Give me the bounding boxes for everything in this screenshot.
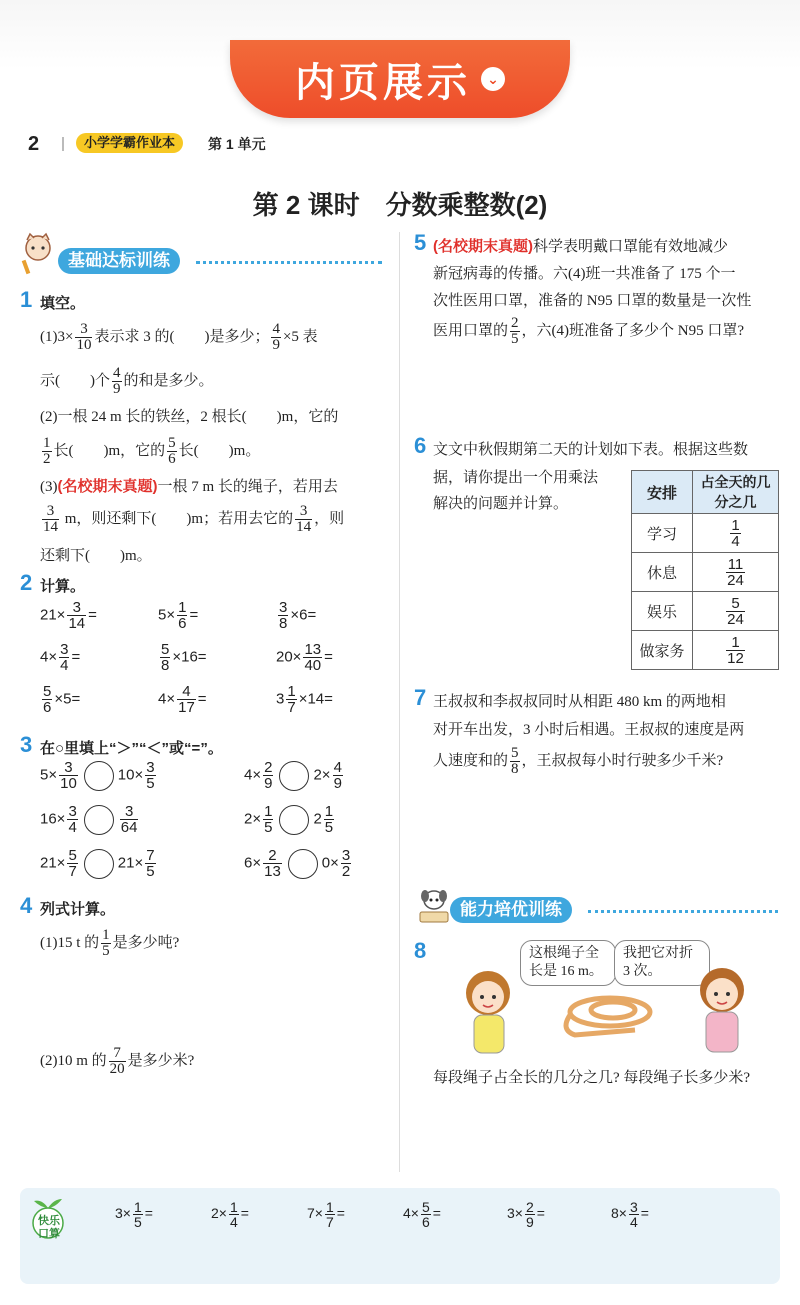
fraction: $\frac{3}{4}$ [60,641,69,674]
text: m，则还剩下( )m；若用去它的 [61,510,294,527]
text: 20× [276,648,302,666]
text: 3 [276,690,285,708]
text: 5× [40,766,58,784]
text: 6× [244,854,262,872]
q8-question: 每段绳子占全长的几分之几? 每段绳子长多少米? [433,1070,751,1086]
compare-item [244,848,353,879]
q1-line3: (2)一根 24 m 长的铁丝，2 根长( )m，它的 [40,409,339,425]
compare-item [40,804,140,835]
text: 2× [244,810,262,828]
fraction: $\frac{3}{10}$ [60,759,77,792]
q6-number: 6 [414,433,427,458]
calc-item [40,600,97,631]
fraction: $\frac{1}{4}$ [229,1199,238,1230]
text: 0× [321,854,339,872]
speech-bubble-2: 我把它对折 3 次。 [614,940,710,986]
text: = [88,606,97,624]
compare-item [244,760,345,791]
q1-line1 [40,322,318,353]
q5-line3: 次性医用口罩，准备的 N95 口罩的数量是一次性 [433,293,752,309]
q1-number: 1 [20,287,33,312]
text: 2× [313,766,331,784]
quick-calc-item [307,1200,403,1229]
calc-item [276,642,333,673]
calc-item [40,684,80,715]
unit-label: 第 1 单元 [208,136,266,152]
calc-item [158,684,207,715]
text: = [640,1205,649,1222]
chevron-down-icon[interactable]: ⌄ [481,67,505,91]
banner-title: 内页展示 [295,60,471,105]
fraction: $\frac{3}{2}$ [341,847,351,880]
table-row [632,553,779,592]
compare-item [40,760,158,791]
table-header-row [632,471,779,514]
quick-calc-item [115,1200,211,1229]
quick-calc-badge [28,1195,82,1240]
fraction: $\frac{1}{5}$ [133,1199,142,1230]
calc-item [40,642,80,673]
text: 表示求 3 的( )是多少； [94,328,270,345]
text: (1)15 t 的 [40,934,100,951]
text: 一根 7 m 长的绳子，若用去 [157,479,338,495]
fraction: $\frac{4}{9}$ [113,365,121,397]
column-divider [399,232,400,1172]
text: 是多少米? [127,1052,195,1069]
rope-illustration [555,990,665,1040]
book-name-badge: 小学学霸作业本 [76,133,183,153]
q7-number: 7 [414,685,427,710]
fraction: $\frac{1}{5}$ [102,927,110,959]
fraction: $\frac{1}{7}$ [287,683,296,716]
text: 4× [244,766,262,784]
q1-line2 [40,366,214,397]
fraction: $\frac{4}{9}$ [333,759,342,792]
fraction: $\frac{3}{4}$ [68,803,77,836]
table-body [632,514,779,670]
boy-illustration [692,962,752,1054]
fraction: $\frac{13}{40}$ [304,641,322,674]
girl-illustration [460,965,518,1055]
q5-line1 [433,235,728,256]
text: ，王叔叔每小时行驶多少千米? [521,752,724,769]
q1-title: 填空。 [40,295,86,312]
fraction: $\frac{3}{14}$ [68,599,86,632]
table-row [632,514,779,553]
q3-title: 在○里填上“＞”“＜”或“=”。 [40,740,223,757]
q1-line5 [40,475,338,496]
section-basic-title: 基础达标训练 [58,248,180,274]
text: 示( )个 [40,372,110,389]
fraction: $\frac{3}{14}$ [296,503,312,535]
fraction: $\frac{3}{8}$ [279,599,288,632]
cat-mascot-icon [18,232,58,276]
q4-number: 4 [20,893,33,918]
text: 21× [40,854,66,872]
fraction: $\frac{1}{12}$ [727,633,744,667]
answer-circle[interactable] [84,761,114,791]
q5-line4 [433,316,744,347]
text: 4× [403,1205,419,1222]
q6-line2: 据，请你提出一个用乘法 [433,470,599,486]
quick-calc-item [611,1200,715,1229]
table-header: 安排 [632,471,693,514]
text: ，则 [314,510,345,527]
fraction: $\frac{2}{9}$ [525,1199,534,1230]
text: 16× [40,810,66,828]
fraction: $\frac{2}{9}$ [264,759,273,792]
text: 7× [307,1205,323,1222]
text: 4× [40,648,58,666]
section-dots [588,910,778,913]
text: ×5= [54,690,81,708]
text: 8× [611,1205,627,1222]
text: 长( )m。 [178,442,261,459]
text: 5× [158,606,176,624]
fraction: $\frac{1}{7}$ [325,1199,334,1230]
table-cell [693,514,779,553]
text: = [324,648,333,666]
text: (1)3× [40,328,74,345]
q7-line3 [433,746,723,777]
q7-line1: 王叔叔和李叔叔同时从相距 480 km 的两地相 [433,694,726,710]
fraction: $\frac{5}{6}$ [421,1199,430,1230]
answer-circle[interactable] [84,805,114,835]
text: 10× [117,766,144,784]
fraction: $\frac{3}{10}$ [76,321,92,353]
answer-circle[interactable] [288,849,318,879]
q4-title: 列式计算。 [40,901,116,918]
compare-item [244,804,336,835]
lesson-title: 第 2 课时 分数乘整数(2) [252,190,548,220]
text: 2 [313,810,322,828]
dog-mascot-icon [414,886,454,926]
fraction: $\frac{3}{64}$ [120,803,138,836]
fraction: $\frac{5}{8}$ [511,745,519,777]
text: = [536,1205,545,1222]
answer-circle[interactable] [279,761,309,791]
q4-part1 [40,928,179,959]
text: 是多少吨? [112,934,180,951]
calc-item [276,600,316,631]
table-header: 占全天的几分之几 [693,471,779,514]
text: ×14= [298,690,333,708]
text: (2)10 m 的 [40,1052,107,1069]
fraction: $\frac{3}{14}$ [43,503,58,535]
q4-part2 [40,1046,194,1077]
text: 3× [507,1205,523,1222]
quick-calc-items [115,1200,775,1229]
text: 2× [211,1205,227,1222]
q1-line6 [40,504,344,535]
fraction: $\frac{7}{20}$ [109,1045,125,1077]
quick-calc-item [507,1200,611,1229]
fraction: $\frac{1}{6}$ [178,599,187,632]
table-cell: 娱乐 [632,592,693,631]
text: = [336,1205,345,1222]
table-cell: 学习 [632,514,693,553]
q7-line2: 对开车出发，3 小时后相遇。王叔叔的速度是两 [433,722,745,738]
fraction: $\frac{5}{6}$ [168,435,176,467]
fraction: $\frac{3}{5}$ [146,759,155,792]
fraction: $\frac{5}{7}$ [68,847,77,880]
quick-calc-item [211,1200,307,1229]
page-banner [230,40,570,118]
fraction: $\frac{5}{24}$ [727,594,744,628]
table-cell [693,631,779,670]
text: 21× [117,854,144,872]
text: 医用口罩的 [433,322,509,339]
text: = [432,1205,441,1222]
q5-number: 5 [414,230,427,255]
text: 21× [40,606,66,624]
q5-line2: 新冠病毒的传播。六(4)班一共准备了 175 个一 [433,266,736,282]
fraction: $\frac{1}{2}$ [43,435,51,467]
q1-line7: 还剩下( )m。 [40,548,152,564]
answer-circle[interactable] [279,805,309,835]
text: = [197,690,207,708]
fraction: $\frac{3}{4}$ [629,1199,638,1230]
answer-circle[interactable] [84,849,114,879]
q6-line3: 解决的问题并计算。 [433,496,569,512]
page-number: 2 [28,133,40,155]
calc-item [158,600,198,631]
section-advanced-title: 能力培优训练 [450,897,572,923]
text: ，六(4)班准备了多少个 N95 口罩? [521,322,744,339]
table-row [632,631,779,670]
fraction: $\frac{2}{5}$ [511,315,519,347]
q8-number: 8 [414,938,427,963]
text: 4× [158,690,176,708]
text: = [189,606,199,624]
table-cell [693,592,779,631]
table-cell: 做家务 [632,631,693,670]
exam-tag: (名校期末真题) [57,478,158,495]
quick-calc-item [403,1200,507,1229]
fraction: $\frac{5}{6}$ [43,683,52,716]
q2-title: 计算。 [40,578,86,595]
text: ×5 表 [282,328,318,345]
q6-line1: 文文中秋假期第二天的计划如下表。根据这些数 [433,442,749,458]
table-row [632,592,779,631]
fraction: $\frac{1}{4}$ [731,516,740,550]
text: (3) [40,479,58,495]
calc-item [276,684,333,715]
fraction: $\frac{4}{9}$ [272,321,280,353]
table-cell: 休息 [632,553,693,592]
exam-tag: (名校期末真题) [433,238,533,255]
fraction: $\frac{5}{8}$ [161,641,170,674]
quick-calc-label: 快乐口算 [38,1215,60,1240]
text: 人速度和的 [433,752,509,769]
compare-item [40,848,158,879]
text: = [71,648,81,666]
text: ×16= [172,648,207,666]
table-cell [693,553,779,592]
text: 的和是多少。 [123,372,214,389]
speech-bubble-1: 这根绳子全长是 16 m。 [520,940,616,986]
q1-line4 [40,436,260,467]
text: = [144,1205,153,1222]
text: 长( )m，它的 [53,442,166,459]
text: 3× [115,1205,131,1222]
fraction: $\frac{1}{5}$ [264,803,273,836]
fraction: $\frac{2}{13}$ [264,847,281,880]
fraction: $\frac{4}{17}$ [178,683,195,716]
text: ×6= [290,606,317,624]
fraction: $\frac{1}{5}$ [324,803,334,836]
text: = [240,1205,249,1222]
plan-table [631,470,779,670]
fraction: $\frac{11}{24}$ [727,555,744,589]
fraction: $\frac{7}{5}$ [146,847,155,880]
q2-number: 2 [20,570,33,595]
q3-number: 3 [20,732,33,757]
text: 科学表明戴口罩能有效地减少 [533,239,729,255]
header-divider [62,137,64,151]
section-dots [196,261,382,264]
calc-item [158,642,207,673]
